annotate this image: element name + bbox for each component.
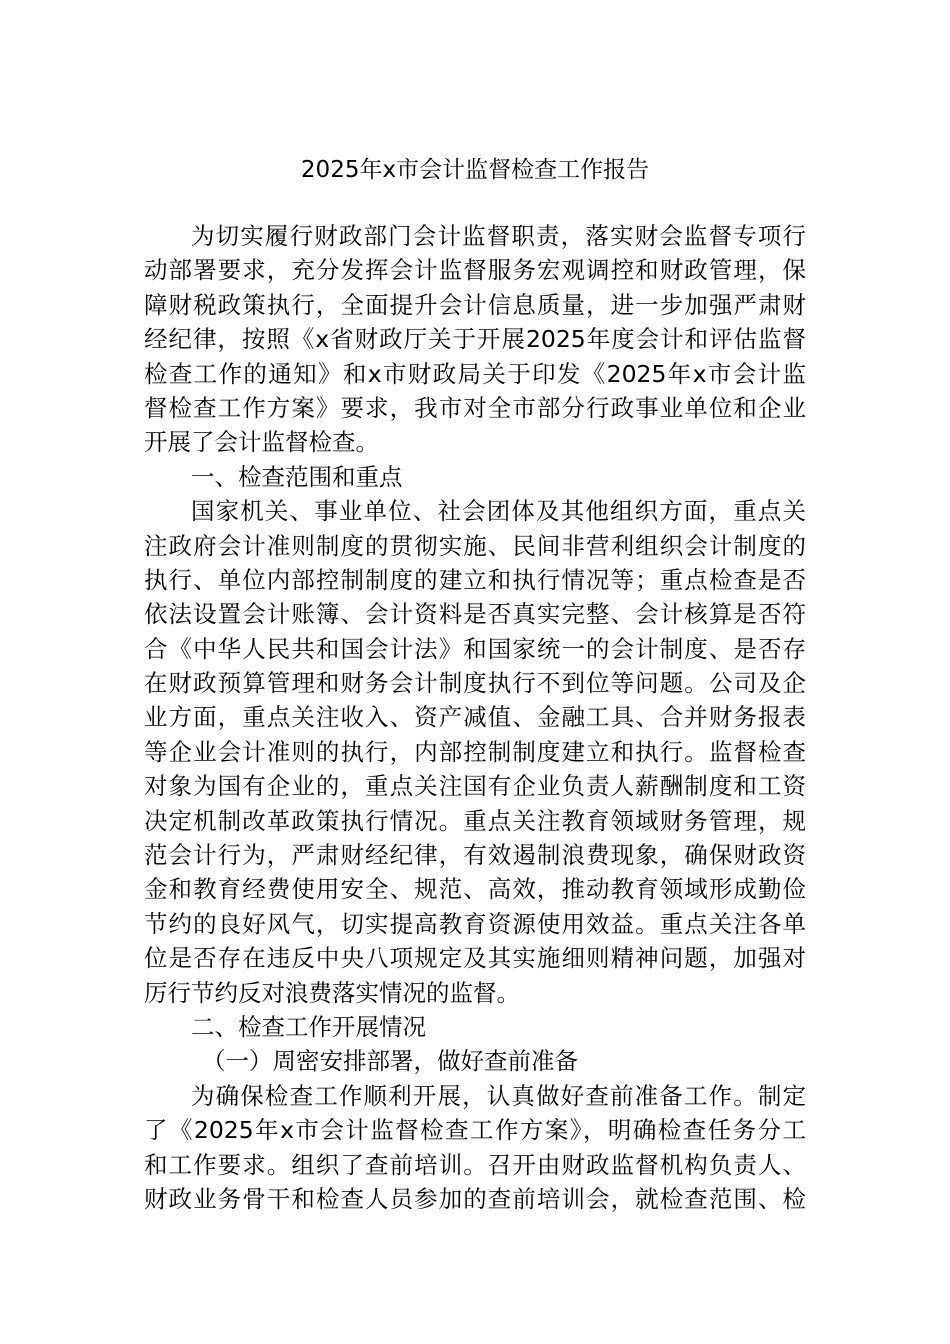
paragraph-line: 注政府会计准则制度的贯彻实施、民间非营利组织会计制度的: [144, 531, 806, 560]
paragraph-line: 对象为国有企业的，重点关注国有企业负责人薪酬制度和工资: [144, 772, 806, 801]
paragraph-line: 经纪律，按照《x省财政厅关于开展2025年度会计和评估监督: [144, 325, 806, 354]
paragraph-line: 财政业务骨干和检查人员参加的查前培训会，就检查范围、检: [144, 1184, 806, 1213]
paragraph-line: 检查工作的通知》和x市财政局关于印发《2025年x市会计监: [144, 359, 806, 388]
paragraph-line: 为确保检查工作顺利开展，认真做好查前准备工作。制定: [191, 1081, 806, 1110]
paragraph-line: 等企业会计准则的执行，内部控制制度建立和执行。监督检查: [144, 737, 806, 766]
paragraph-line: 督检查工作方案》要求，我市对全市部分行政事业单位和企业: [144, 393, 806, 422]
paragraph-line: 动部署要求，充分发挥会计监督服务宏观调控和财政管理，保: [144, 256, 806, 285]
paragraph-line: 业方面，重点关注收入、资产减值、金融工具、合并财务报表: [144, 703, 806, 732]
paragraph-line: 障财税政策执行，全面提升会计信息质量，进一步加强严肃财: [144, 290, 806, 319]
subsection-heading: （一）周密安排部署，做好查前准备: [202, 1047, 578, 1076]
paragraph-line: 了《2025年x市会计监督检查工作方案》，明确检查任务分工: [144, 1116, 806, 1145]
section-heading: 二、检查工作开展情况: [191, 1012, 426, 1041]
document-title: 2025年x市会计监督检查工作报告: [300, 157, 650, 183]
section-heading: 一、检查范围和重点: [191, 462, 403, 491]
paragraph-line: 和工作要求。组织了查前培训。召开由财政监督机构负责人、: [144, 1150, 806, 1179]
document-body: [144, 219, 806, 1216]
paragraph-line: 执行、单位内部控制制度的建立和执行情况等；重点检查是否: [144, 565, 806, 594]
paragraph-line: 位是否存在违反中央八项规定及其实施细则精神问题，加强对: [144, 944, 806, 973]
paragraph-line: 合《中华人民共和国会计法》和国家统一的会计制度、是否存: [144, 634, 806, 663]
paragraph-line: 范会计行为，严肃财经纪律，有效遏制浪费现象，确保财政资: [144, 841, 806, 870]
paragraph-line: 在财政预算管理和财务会计制度执行不到位等问题。公司及企: [144, 669, 806, 698]
paragraph-line: 国家机关、事业单位、社会团体及其他组织方面，重点关: [191, 497, 806, 526]
paragraph-line: 开展了会计监督检查。: [144, 428, 379, 457]
paragraph-line: 为切实履行财政部门会计监督职责，落实财会监督专项行: [191, 222, 806, 250]
paragraph-line: 厉行节约反对浪费落实情况的监督。: [144, 978, 520, 1007]
paragraph-line: 节约的良好风气，切实提高教育资源使用效益。重点关注各单: [144, 909, 806, 938]
paragraph-line: 金和教育经费使用安全、规范、高效，推动教育领域形成勤俭: [144, 875, 806, 904]
paragraph-line: 依法设置会计账簿、会计资料是否真实完整、会计核算是否符: [144, 600, 806, 629]
paragraph-line: 决定机制改革政策执行情况。重点关注教育领域财务管理，规: [144, 806, 806, 835]
